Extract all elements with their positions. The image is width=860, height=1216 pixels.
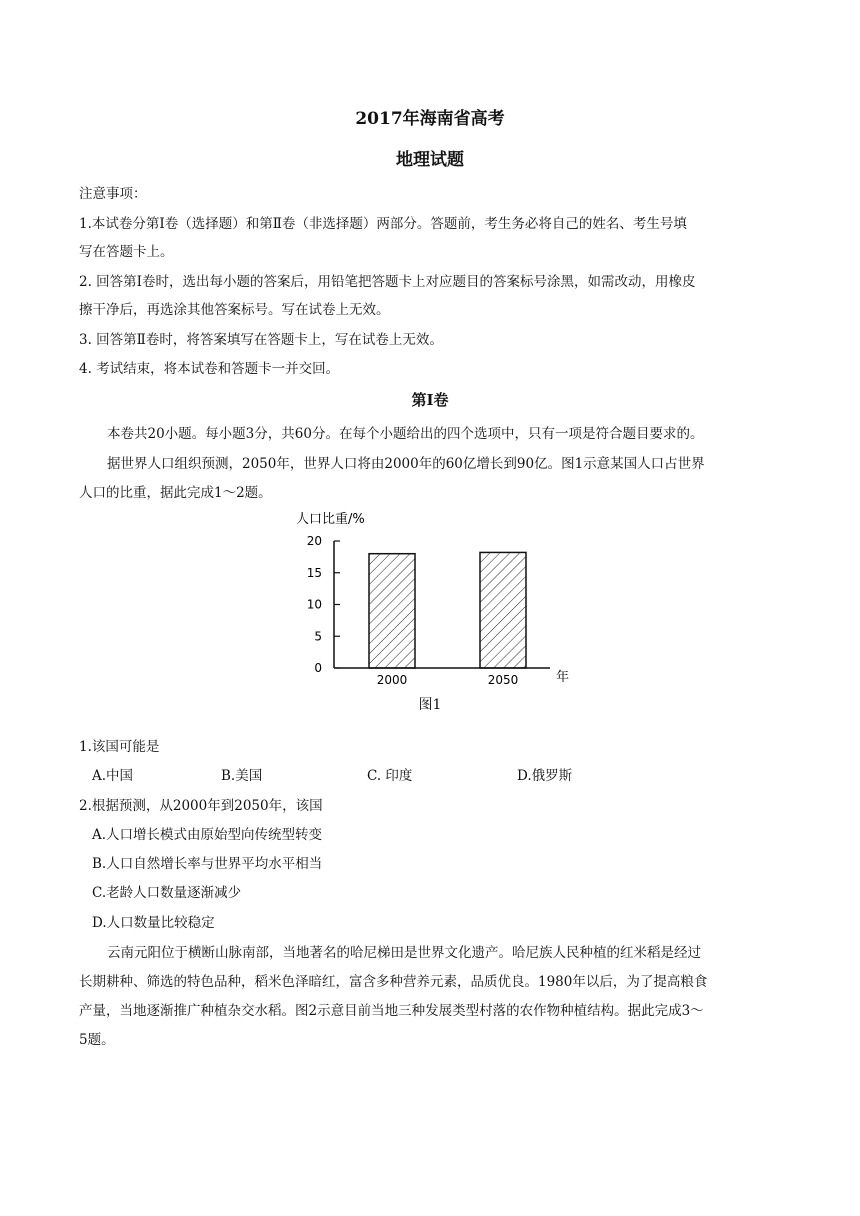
q1-option-b[interactable]: B.美国	[221, 768, 263, 784]
q1-stem: 1.该国可能是	[79, 739, 160, 755]
x-tick-label: 2000	[376, 673, 408, 687]
y-tick-label: 15	[306, 565, 322, 580]
notice-item-2b: 擦干净后，再选涂其他答案标号。写在试卷上无效。	[79, 302, 390, 318]
figure-caption: 图1	[418, 697, 442, 713]
q2-option-b[interactable]: B.人口自然增长率与世界平均水平相当	[92, 856, 323, 872]
q1-option-a[interactable]: A.中国	[92, 768, 134, 784]
q2-option-a[interactable]: A.人口增长模式由原始型向传统型转变	[92, 827, 323, 843]
bar-2050	[480, 552, 526, 668]
q2-option-c[interactable]: C.老龄人口数量逐渐减少	[92, 885, 242, 901]
exam-title: 2017年海南省高考	[355, 109, 505, 129]
section-intro: 本卷共20小题。每小题3分，共60分。在每个小题给出的四个选项中，只有一项是符合题目要求的。	[107, 426, 704, 442]
q2-option-d[interactable]: D.人口数量比较稳定	[92, 915, 215, 931]
y-tick-label: 0	[314, 661, 322, 675]
bar-2000	[369, 554, 415, 668]
q1-option-d[interactable]: D.俄罗斯	[517, 768, 573, 784]
notice-item-1b: 写在答题卡上。	[79, 244, 174, 260]
passage2-line2: 长期耕种、筛选的特色品种，稻米色泽暗红，富含多种营养元素，品质优良。1980年以后，为了提高粮食	[79, 974, 708, 990]
passage1-line2: 人口的比重，据此完成1～2题。	[79, 485, 272, 501]
passage2-line1: 云南元阳位于横断山脉南部，当地著名的哈尼梯田是世界文化遗产。哈尼族人民种植的红米稻是经过	[107, 945, 701, 961]
passage1-line1: 据世界人口组织预测，2050年，世界人口将由2000年的60亿增长到90亿。图1示意某国人口占世界	[107, 456, 705, 472]
notice-item-2a: 2. 回答第Ⅰ卷时，选出每小题的答案后，用铅笔把答题卡上对应题目的答案标号涂黑，如需改动，用橡皮	[79, 274, 696, 290]
x-ticks	[377, 673, 519, 687]
passage2-line3: 产量，当地逐渐推广种植杂交水稻。图2示意目前当地三种发展类型村落的农作物种植结构。据此完成3～	[79, 1003, 704, 1019]
y-tick-label: 10	[306, 597, 322, 612]
x-axis-label: 年	[556, 670, 570, 685]
notice-item-4: 4. 考试结束，将本试卷和答题卡一并交回。	[79, 361, 340, 377]
notice-item-1a: 1.本试卷分第Ⅰ卷（选择题）和第Ⅱ卷（非选择题）两部分。答题前，考生务必将自己的姓名、考生号填	[79, 216, 687, 232]
bars	[369, 552, 526, 668]
passage2-line4: 5题。	[79, 1032, 115, 1048]
q1-options	[0, 764, 860, 784]
x-tick-label: 2050	[487, 673, 519, 687]
section-title: 第Ⅰ卷	[411, 391, 449, 409]
notice-item-3: 3. 回答第Ⅱ卷时，将答案填写在答题卡上，写在试卷上无效。	[79, 332, 443, 348]
population-share-chart	[290, 505, 580, 695]
y-tick-label: 20	[306, 534, 322, 548]
y-ticks	[307, 534, 340, 675]
y-axis-label: 人口比重/%	[296, 512, 365, 527]
notice-heading: 注意事项：	[79, 186, 147, 202]
y-tick-label: 5	[314, 629, 322, 644]
q2-stem: 2.根据预测，从2000年到2050年，该国	[79, 798, 323, 814]
exam-subtitle: 地理试题	[396, 150, 464, 170]
q1-option-c[interactable]: C. 印度	[367, 768, 413, 784]
